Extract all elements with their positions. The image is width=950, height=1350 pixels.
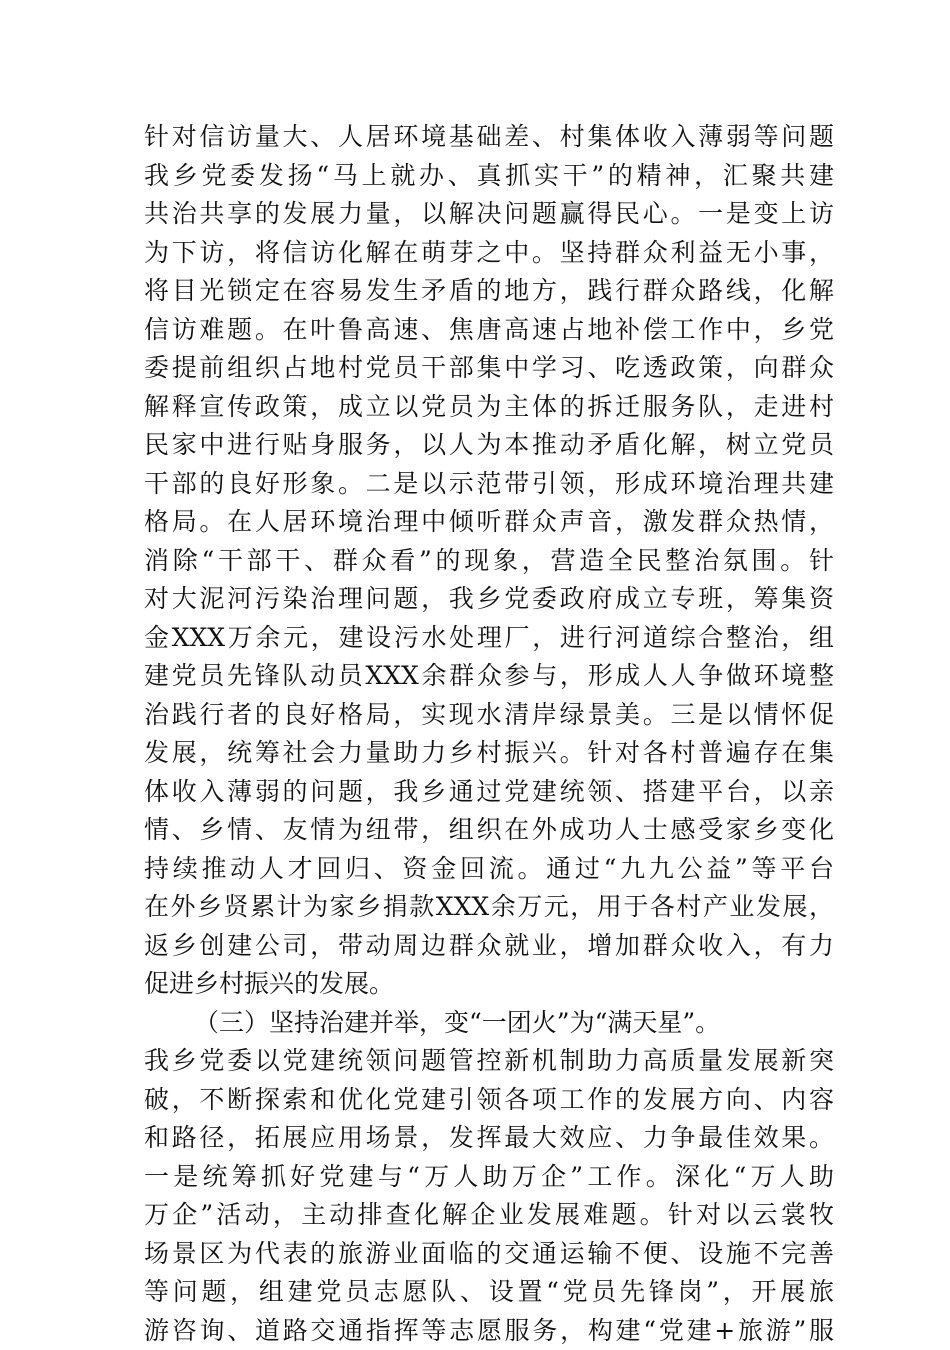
text-line: 万企”活动，主动排查化解企业发展难题。针对以云裳牧 bbox=[144, 1196, 834, 1235]
text-line: 发展，统筹社会力量助力乡村振兴。针对各村普遍存在集 bbox=[144, 734, 834, 773]
text-line: 我乡党委发扬“马上就办、真抓实干”的精神，汇聚共建 bbox=[144, 157, 834, 196]
body-text bbox=[144, 118, 834, 1350]
text-line: 一是统筹抓好党建与“万人助万企”工作。深化“万人助 bbox=[144, 1158, 834, 1197]
text-line: 在外乡贤累计为家乡捐款XXX余万元，用于各村产业发展， bbox=[144, 888, 834, 927]
text-line: 针对信访量大、人居环境基础差、村集体收入薄弱等问题 bbox=[144, 118, 834, 157]
text-line: 格局。在人居环境治理中倾听群众声音，激发群众热情， bbox=[144, 503, 834, 542]
text-line: 为下访，将信访化解在萌芽之中。坚持群众利益无小事， bbox=[144, 234, 834, 273]
text-line: 返乡创建公司，带动周边群众就业，增加群众收入，有力 bbox=[144, 927, 834, 966]
text-line: 建党员先锋队动员XXX余群众参与，形成人人争做环境整 bbox=[144, 657, 834, 696]
text-line: 委提前组织占地村党员干部集中学习、吃透政策，向群众 bbox=[144, 349, 834, 388]
text-line: 和路径，拓展应用场景，发挥最大效应、力争最佳效果。 bbox=[144, 1119, 834, 1158]
text-line: 情、乡情、友情为纽带，组织在外成功人士感受家乡变化 bbox=[144, 811, 834, 850]
text-line: 共治共享的发展力量，以解决问题赢得民心。一是变上访 bbox=[144, 195, 834, 234]
text-line: 将目光锁定在容易发生矛盾的地方，践行群众路线，化解 bbox=[144, 272, 834, 311]
paragraph-end-line: 促进乡村振兴的发展。 bbox=[144, 965, 834, 1004]
text-line: 对大泥河污染治理问题，我乡党委政府成立专班，筹集资 bbox=[144, 580, 834, 619]
text-line: 民家中进行贴身服务，以人为本推动矛盾化解，树立党员 bbox=[144, 426, 834, 465]
text-line: 游咨询、道路交通指挥等志愿服务，构建“党建+旅游”服 bbox=[144, 1312, 834, 1350]
text-line: 等问题，组建党员志愿队、设置“党员先锋岗”，开展旅 bbox=[144, 1273, 834, 1312]
text-line: 干部的良好形象。二是以示范带引领，形成环境治理共建 bbox=[144, 465, 834, 504]
text-line: 场景区为代表的旅游业面临的交通运输不便、设施不完善 bbox=[144, 1235, 834, 1274]
text-line: 解释宣传政策，成立以党员为主体的拆迁服务队，走进村 bbox=[144, 388, 834, 427]
text-line: 我乡党委以党建统领问题管控新机制助力高质量发展新突 bbox=[144, 1042, 834, 1081]
text-line: 治践行者的良好格局，实现水清岸绿景美。三是以情怀促 bbox=[144, 696, 834, 735]
text-line: 持续推动人才回归、资金回流。通过“九九公益”等平台 bbox=[144, 850, 834, 889]
text-line: 金XXX万余元，建设污水处理厂，进行河道综合整治，组 bbox=[144, 619, 834, 658]
text-line: 信访难题。在叶鲁高速、焦唐高速占地补偿工作中，乡党 bbox=[144, 311, 834, 350]
section-heading: （三）坚持治建并举，变“一团火”为“满天星”。 bbox=[144, 1004, 834, 1043]
text-line: 破，不断探索和优化党建引领各项工作的发展方向、内容 bbox=[144, 1081, 834, 1120]
text-line: 消除“干部干、群众看”的现象，营造全民整治氛围。针 bbox=[144, 542, 834, 581]
text-line: 体收入薄弱的问题，我乡通过党建统领、搭建平台，以亲 bbox=[144, 773, 834, 812]
